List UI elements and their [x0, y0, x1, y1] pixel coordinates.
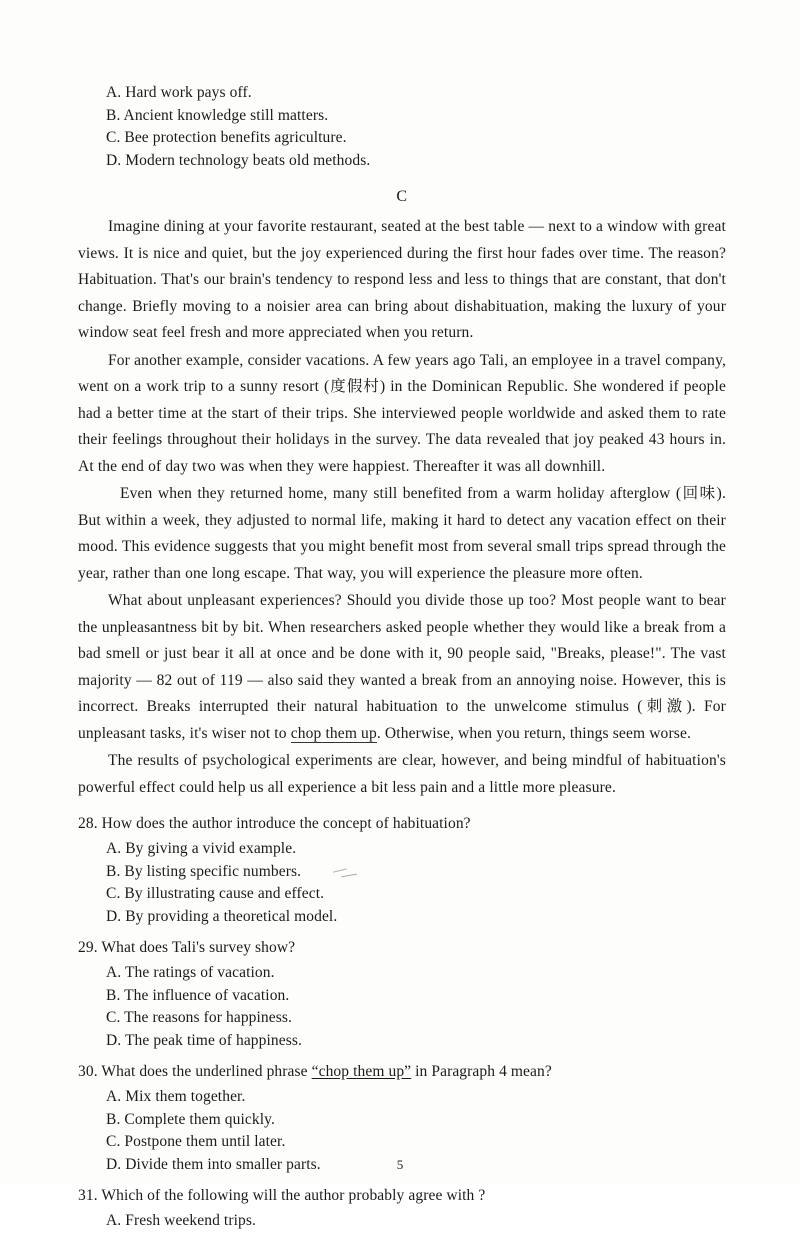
option-item: A. Hard work pays off. — [106, 84, 252, 101]
option-item: A. Fresh weekend trips. — [106, 1212, 256, 1229]
question-stem — [78, 1059, 726, 1084]
section-letter: C — [396, 188, 408, 205]
question-number: 31. — [78, 1187, 98, 1204]
option-item: D. The peak time of happiness. — [106, 1031, 302, 1049]
question-block — [78, 811, 726, 928]
question-number: 29. — [78, 939, 98, 956]
page-number: 5 — [396, 1157, 404, 1172]
option-item: B. Complete them quickly. — [106, 1110, 275, 1128]
passage-paragraph: The results of psychological experiments are clear, however, and being mindful of habituation's powerful effect could help us all experience a bit less pain and a little more pleasure. — [78, 752, 726, 796]
option-item: D. By providing a theoretical model. — [106, 907, 338, 925]
option-item: A. By giving a vivid example. — [106, 840, 297, 857]
question-stem — [78, 1183, 726, 1208]
passage-paragraph: Even when they returned home, many still benefited from a warm holiday afterglow (回味). But within a week, they adjusted to normal life, making it hard to detect any vacation effect on their mood. This evidence suggests that you might benefit most from several small trips spread through the year, rather than one long escape. That way, you will experience the pleasure more often. — [78, 485, 726, 582]
passage-paragraph: What about unpleasant experiences? Should you divide those up too? Most people want to bear the unpleasantness bit by bit. When researchers asked people whether they would like a break from a bad smell or just bear it all at once and be done with it, 90 people said, "Breaks, please!". The vast majority — 82 out of 119 — also said they wanted a break from an annoying noise. However, this is incorrect. Breaks interrupted their natural habituation to the unwelcome stimulus (刺激). For unpleasant tasks, it's wiser not to chop them up. Otherwise, when you return, things seem worse. — [78, 592, 726, 742]
passage-paragraph: Imagine dining at your favorite restaurant, seated at the best table — next to a window with great views. It is nice and quiet, but the joy experienced during the first hour fades over time. The reason? Habituation. That's our brain's tendency to respond less and less to things that are constant, that don't change. Briefly moving to a noisier area can bring about dishabituation, making the luxury of your window seat feel fresh and more appreciated when you return. — [78, 218, 726, 341]
question-text: Which of the following will the author probably agree with ? — [101, 1187, 486, 1204]
option-item: A. The ratings of vacation. — [106, 964, 275, 981]
question-number: 30. — [78, 1063, 98, 1080]
pencil-mark — [333, 868, 359, 878]
question-block — [78, 1183, 726, 1233]
option-item: D. Modern technology beats old methods. — [106, 151, 371, 169]
option-item: B. By listing specific numbers. — [106, 862, 302, 880]
question-block — [78, 935, 726, 1052]
question-text: How does the author introduce the concept of habituation? — [101, 815, 471, 832]
question-stem — [78, 935, 726, 960]
passage-paragraph: For another example, consider vacations. A few years ago Tali, an employee in a travel company, went on a work trip to a sunny resort (度假村) in the Dominican Republic. She wondered if people had a better time at the start of their trips. She interviewed people worldwide and asked them to rate their feelings throughout their holidays in the survey. The data revealed that joy peaked 43 hours in. At the end of day two was when they were happiest. Thereafter it was all downhill. — [78, 351, 726, 475]
option-item: B. The influence of vacation. — [106, 986, 290, 1004]
option-item: D. Divide them into smaller parts. — [106, 1155, 321, 1173]
question-text: What does the underlined phrase “chop them up” in Paragraph 4 mean? — [101, 1063, 552, 1080]
option-item: A. Mix them together. — [106, 1088, 246, 1105]
option-item: B. Ancient knowledge still matters. — [106, 106, 329, 124]
option-item: C. Bee protection benefits agriculture. — [106, 129, 347, 146]
option-item: C. By illustrating cause and effect. — [106, 885, 325, 902]
page-content — [78, 82, 726, 1233]
question-number: 28. — [78, 815, 98, 832]
option-item: C. The reasons for happiness. — [106, 1009, 292, 1026]
option-item: C. Postpone them until later. — [106, 1133, 286, 1150]
question-stem — [78, 811, 726, 836]
question-text: What does Tali's survey show? — [101, 939, 296, 956]
